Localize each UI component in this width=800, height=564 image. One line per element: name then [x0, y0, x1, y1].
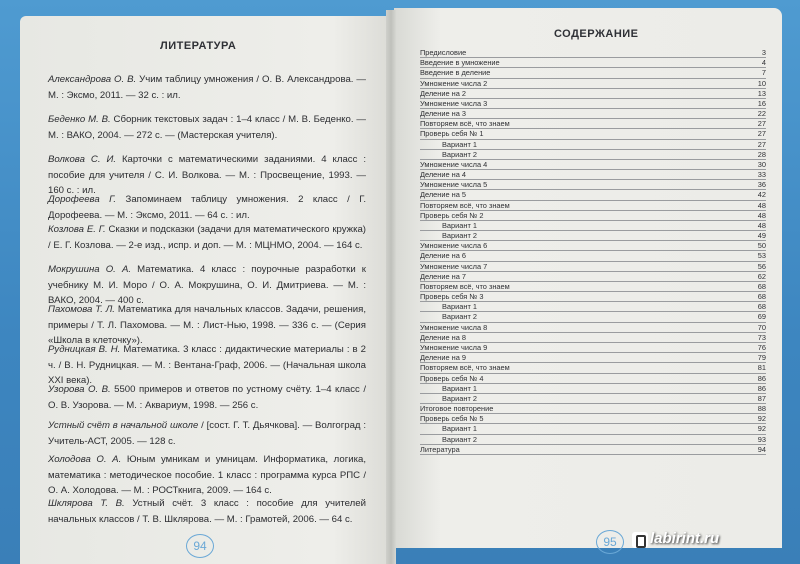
toc-page: 92 — [757, 424, 766, 434]
literature-text: Математика для начальных классов. Задачи, решения, примеры / Т. Л. Пахомова. — М. : Лист-Нью, 1998. — 336 с. — (Серия «Школа в клеточку»). — [48, 304, 366, 347]
toc-page: 36 — [757, 180, 766, 190]
toc-label: Повторяем всё, что знаем — [420, 200, 510, 210]
toc-row — [420, 333, 766, 343]
toc-page: 53 — [757, 251, 766, 261]
left-page-number: 94 — [186, 534, 214, 558]
toc-row — [420, 119, 766, 129]
literature-author: Козлова Е. Г. — [48, 224, 106, 235]
toc-row — [420, 129, 766, 139]
toc-label: Умножение числа 9 — [420, 342, 488, 352]
toc-row — [420, 170, 766, 180]
toc-page: 28 — [757, 149, 766, 159]
toc-page: 16 — [757, 98, 766, 108]
toc-label: Деление на 4 — [420, 170, 467, 180]
toc-label: Проверь себя № 3 — [420, 292, 484, 302]
toc-page: 81 — [757, 363, 766, 373]
book-gutter — [386, 10, 396, 564]
literature-entry — [48, 382, 366, 413]
toc-label: Умножение числа 3 — [420, 98, 488, 108]
toc-page: 50 — [757, 241, 766, 251]
literature-text: 5500 примеров и ответов по устному счёту. 1–4 класс / О. В. Узорова. — М. : Аквариум, 1998. — 256 с. — [48, 384, 366, 411]
literature-text: Юным умникам и умницам. Информатика, логика, математика : методическое пособие. 1 класс : программа курса РПС / О. А. Холодова. — М. : РОСТкнига, 2009. — 164 с. — [48, 454, 366, 497]
literature-title: ЛИТЕРАТУРА — [160, 40, 237, 52]
toc-row — [420, 353, 766, 363]
toc-row — [420, 262, 766, 272]
toc-label: Деление на 9 — [420, 353, 467, 363]
toc-page: 69 — [757, 312, 766, 322]
toc-label: Деление на 2 — [420, 88, 467, 98]
right-page-number: 95 — [596, 530, 624, 554]
toc-label: Умножение числа 4 — [420, 159, 488, 169]
toc-page: 88 — [757, 404, 766, 414]
toc-page: 4 — [761, 58, 766, 68]
toc-label: Предисловие — [420, 48, 467, 57]
toc-label: Введение в умножение — [420, 58, 500, 68]
toc-row — [420, 424, 766, 434]
contents-title: СОДЕРЖАНИЕ — [554, 28, 639, 40]
literature-author: Шклярова Т. В. — [48, 498, 125, 509]
toc-page: 42 — [757, 190, 766, 200]
literature-text: Карточки с математическими заданиями. 4 класс : пособие для учителя / С. И. Волкова. — М. : Просвещение, 1993. — 160 с. : ил. — [48, 154, 367, 197]
toc-page: 92 — [757, 414, 766, 424]
toc-page: 48 — [757, 210, 766, 220]
toc-row — [420, 109, 766, 119]
toc-label: Вариант 2 — [442, 312, 478, 322]
toc-page: 87 — [757, 393, 766, 403]
toc-page: 22 — [757, 109, 766, 119]
toc-row — [420, 48, 766, 58]
toc-row — [420, 343, 766, 353]
labirint-logo-icon — [632, 532, 648, 548]
toc-row — [420, 302, 766, 312]
toc-page: 94 — [757, 444, 766, 454]
toc-page: 3 — [761, 48, 766, 57]
toc-label: Введение в деление — [420, 68, 491, 78]
toc-page: 30 — [757, 159, 766, 169]
toc-row — [420, 414, 766, 424]
literature-author: Волкова С. И. — [48, 154, 116, 165]
toc-page: 56 — [757, 261, 766, 271]
literature-text: Сказки и подсказки (задачи для математического кружка) / Е. Г. Козлова. — 2-е изд., испр. и доп. — М. : МЦНМО, 2004. — 164 с. — [48, 224, 367, 251]
toc-page: 68 — [757, 281, 766, 291]
toc-page: 62 — [757, 271, 766, 281]
toc-label: Проверь себя № 2 — [420, 210, 484, 220]
literature-entry — [48, 418, 366, 449]
toc-row — [420, 404, 766, 414]
watermark-text: labirint.ru — [650, 530, 720, 547]
toc-row — [420, 323, 766, 333]
literature-author: Мокрушина О. А. — [48, 264, 132, 275]
toc-label: Вариант 1 — [442, 424, 478, 434]
toc-page: 27 — [757, 139, 766, 149]
toc-row — [420, 231, 766, 241]
toc-label: Повторяем всё, что знаем — [420, 119, 510, 129]
toc-row — [420, 374, 766, 384]
toc-row — [420, 221, 766, 231]
toc-page: 93 — [757, 434, 766, 444]
literature-author: Александрова О. В. — [48, 74, 137, 85]
toc-label: Проверь себя № 5 — [420, 414, 484, 424]
literature-author: Рудницкая В. Н. — [48, 344, 121, 355]
table-of-contents — [420, 48, 766, 455]
literature-entry — [48, 452, 366, 499]
toc-page: 27 — [757, 119, 766, 129]
toc-label: Вариант 1 — [442, 302, 478, 312]
literature-entry — [48, 222, 366, 253]
toc-label: Вариант 1 — [442, 139, 478, 149]
toc-page: 76 — [757, 342, 766, 352]
toc-row — [420, 363, 766, 373]
toc-page: 33 — [757, 170, 766, 180]
toc-row — [420, 89, 766, 99]
toc-row — [420, 312, 766, 322]
literature-entry — [48, 72, 366, 103]
toc-label: Вариант 2 — [442, 149, 478, 159]
toc-row — [420, 435, 766, 445]
toc-label: Деление на 7 — [420, 271, 467, 281]
toc-label: Вариант 1 — [442, 220, 478, 230]
toc-label: Проверь себя № 1 — [420, 129, 484, 139]
toc-page: 86 — [757, 383, 766, 393]
toc-label: Вариант 2 — [442, 434, 478, 444]
toc-row — [420, 445, 766, 455]
toc-row — [420, 282, 766, 292]
toc-label: Деление на 8 — [420, 332, 467, 342]
toc-label: Проверь себя № 4 — [420, 373, 484, 383]
literature-text: Математика. 4 класс : поурочные разработки к учебнику М. И. Моро / О. А. Мокрушина, О. И. Дмитриева. — М. : ВАКО, 2004. — 400 с. — [48, 264, 366, 307]
toc-label: Повторяем всё, что знаем — [420, 363, 510, 373]
toc-row — [420, 394, 766, 404]
toc-label: Умножение числа 6 — [420, 241, 488, 251]
literature-author: Дорофеева Г. — [48, 194, 117, 205]
toc-row — [420, 292, 766, 302]
toc-label: Умножение числа 5 — [420, 180, 488, 190]
toc-row — [420, 68, 766, 78]
toc-row — [420, 272, 766, 282]
literature-text: Запоминаем таблицу умножения. 2 класс / Г. Дорофеева. — М. : Эксмо, 2011. — 64 с. : ил. — [48, 194, 366, 221]
literature-text: Сборник текстовых задач : 1–4 класс / М. В. Беденко. — М. : ВАКО, 2004. — 272 с. — (Мастерская учителя). — [48, 114, 366, 141]
toc-row — [420, 251, 766, 261]
toc-page: 86 — [757, 373, 766, 383]
toc-page: 10 — [757, 78, 766, 88]
toc-row — [420, 190, 766, 200]
toc-label: Вариант 2 — [442, 393, 478, 403]
literature-text: / [сост. Г. Т. Дьячкова]. — Волгоград : Учитель-АСТ, 2005. — 128 с. — [48, 420, 366, 447]
literature-entry — [48, 112, 366, 143]
toc-label: Деление на 5 — [420, 190, 467, 200]
literature-author: Пахомова Т. Л. — [48, 304, 115, 315]
toc-row — [420, 180, 766, 190]
toc-row — [420, 160, 766, 170]
toc-page: 68 — [757, 292, 766, 302]
toc-label: Вариант 1 — [442, 383, 478, 393]
toc-row — [420, 201, 766, 211]
literature-text: Математика. 3 класс : дидактические материалы : в 2 ч. / В. Н. Рудницкая. — М. : Вентана-Граф, 2006. — (Начальная школа XXI века). — [48, 344, 366, 387]
literature-entry — [48, 192, 366, 223]
toc-label: Литература — [420, 444, 460, 454]
toc-label: Умножение числа 7 — [420, 261, 488, 271]
literature-author: Устный счёт в начальной школе — [48, 420, 199, 431]
literature-author: Холодова О. А. — [48, 454, 122, 465]
toc-row — [420, 384, 766, 394]
toc-label: Умножение числа 2 — [420, 78, 488, 88]
toc-row — [420, 140, 766, 150]
toc-row — [420, 150, 766, 160]
literature-text: Учим таблицу умножения / О. В. Александрова. — М. : Эксмо, 2011. — 32 с. : ил. — [48, 74, 366, 101]
toc-row — [420, 241, 766, 251]
toc-row — [420, 99, 766, 109]
toc-label: Вариант 2 — [442, 231, 478, 241]
toc-row — [420, 58, 766, 68]
toc-label: Итоговое повторение — [420, 404, 494, 414]
toc-page: 7 — [761, 68, 766, 78]
toc-row — [420, 79, 766, 89]
toc-label: Деление на 6 — [420, 251, 467, 261]
toc-page: 49 — [757, 231, 766, 241]
toc-row — [420, 211, 766, 221]
literature-text: Устный счёт. 3 класс : пособие для учителей начальных классов / Т. В. Шклярова. — М. : Грамотей, 2006. — 64 с. — [48, 498, 366, 525]
toc-page: 48 — [757, 220, 766, 230]
toc-label: Повторяем всё, что знаем — [420, 281, 510, 291]
literature-author: Узорова О. В. — [48, 384, 111, 395]
toc-page: 73 — [757, 332, 766, 342]
toc-label: Деление на 3 — [420, 109, 467, 119]
toc-page: 68 — [757, 302, 766, 312]
toc-label: Умножение числа 8 — [420, 322, 488, 332]
toc-page: 79 — [757, 353, 766, 363]
toc-page: 70 — [757, 322, 766, 332]
toc-page: 48 — [757, 200, 766, 210]
toc-page: 27 — [757, 129, 766, 139]
toc-page: 13 — [757, 88, 766, 98]
literature-author: Беденко М. В. — [48, 114, 111, 125]
literature-entry — [48, 496, 366, 527]
